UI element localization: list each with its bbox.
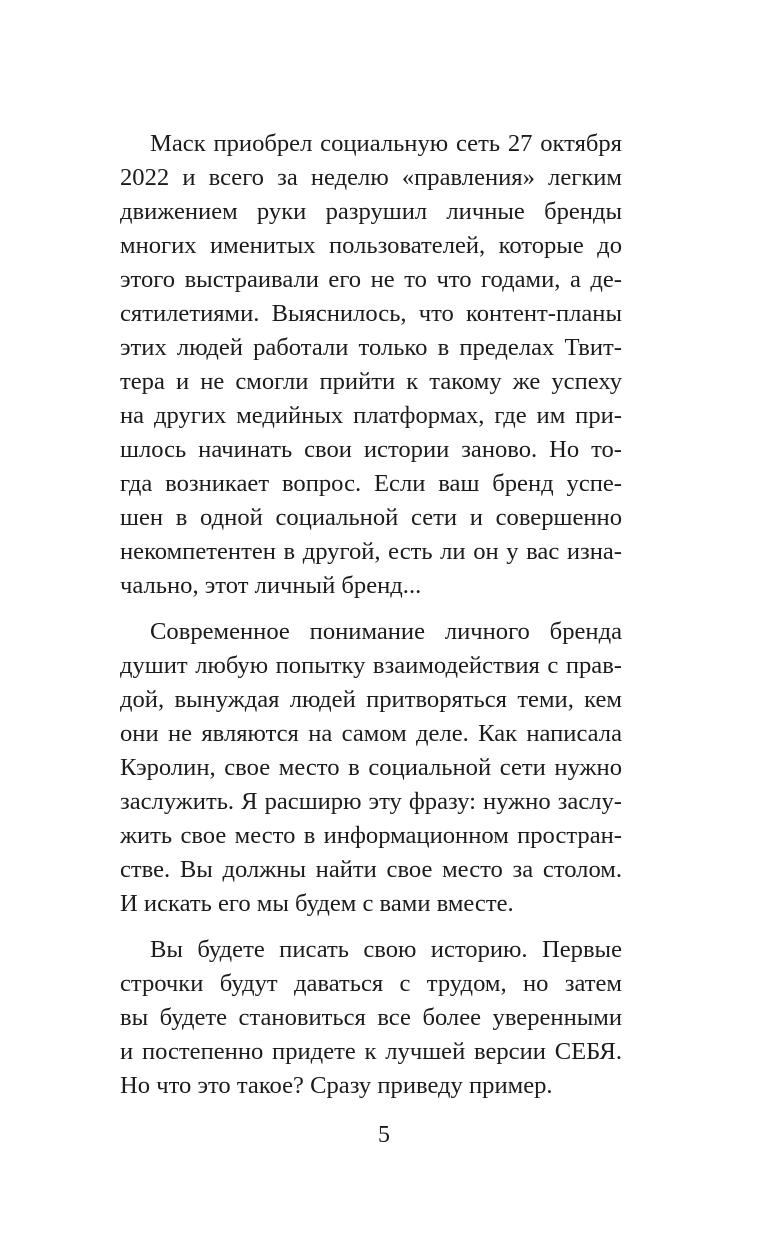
body-text	[120, 127, 622, 1103]
text-line: 2022 и всего за неделю «правления» легким	[120, 164, 622, 191]
text-line: на других медийных платформах, где им при-	[120, 402, 622, 429]
text-line: чально, этот личный бренд...	[120, 572, 422, 599]
text-line: тера и не смогли прийти к такому же успеху	[120, 368, 622, 395]
text-line: Маск приобрел социальную сеть 27 октября	[150, 130, 622, 157]
text-line: они не являются на самом деле. Как написала	[120, 720, 622, 747]
text-line: Но что это такое? Сразу приведу пример.	[120, 1072, 553, 1099]
text-line: многих именитых пользователей, которые до	[120, 232, 622, 259]
text-line: и постепенно придете к лучшей версии СЕБЯ.	[120, 1038, 622, 1065]
text-line: этого выстраивали его не то что годами, а де-	[120, 266, 622, 293]
text-line: шен в одной социальной сети и совершенно	[120, 504, 622, 531]
text-line: И искать его мы будем с вами вместе.	[120, 890, 514, 917]
text-line: этих людей работали только в пределах Твит-	[120, 334, 622, 361]
paragraph-2	[120, 615, 622, 921]
text-line: шлось начинать свои истории заново. Но то-	[120, 436, 622, 463]
paragraph-gap	[120, 603, 622, 615]
text-line: душит любую попытку взаимодействия с прав-	[120, 652, 622, 679]
text-line: гда возникает вопрос. Если ваш бренд успе-	[120, 470, 622, 497]
text-line: Современное понимание личного бренда	[150, 618, 622, 645]
text-line: вы будете становиться все более уверенными	[120, 1004, 622, 1031]
paragraph-1	[120, 127, 622, 603]
paragraph-3	[120, 933, 622, 1103]
text-line: жить свое место в информационном простран-	[120, 822, 622, 849]
text-line: движением руки разрушил личные бренды	[120, 198, 622, 225]
text-line: строчки будут даваться с трудом, но затем	[120, 970, 622, 997]
page-number: 5	[378, 1122, 390, 1148]
text-line: сятилетиями. Выяснилось, что контент-планы	[120, 300, 622, 327]
text-line: Кэролин, свое место в социальной сети нужно	[120, 754, 622, 781]
text-line: некомпетентен в другой, есть ли он у вас изна-	[120, 538, 622, 565]
paragraph-gap	[120, 921, 622, 933]
text-line: стве. Вы должны найти свое место за столом.	[120, 856, 622, 883]
text-line: Вы будете писать свою историю. Первые	[150, 936, 622, 963]
text-line: дой, вынуждая людей притворяться теми, кем	[120, 686, 622, 713]
text-line: заслужить. Я расширю эту фразу: нужно заслу-	[120, 788, 622, 815]
